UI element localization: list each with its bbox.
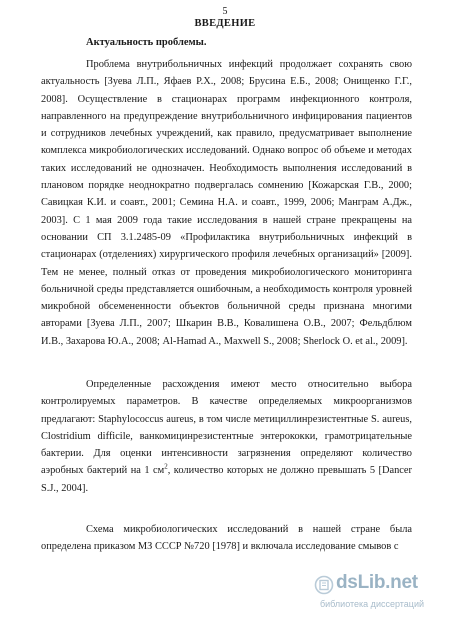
superscript-2: 2: [164, 463, 168, 472]
paragraph-2-text-end: , количество которых не должно превышать 5 [Dancer S.J., 2004].: [41, 465, 412, 494]
dslib-logo-icon: [314, 575, 334, 595]
chapter-heading: ВВЕДЕНИЕ: [194, 18, 256, 29]
page-number: 5: [222, 6, 228, 17]
watermark-logo-text: dsLib.net: [336, 572, 418, 593]
paragraph-2-text-start: Определенные расхождения имеют место относительно выбора контролируемых параметров. В качестве определяемых микроорганизмов предлагают: Staphylococcus aureus, в том числе метициллинрезистентные S. aureus, Clostridium difficile, ванкомицинрезистентные энтерококки, грамотрицательные бактерии. Для оценки интенсивности загрязнения определяют количество аэробных бактерий на 1 см: [41, 379, 412, 477]
watermark-caption: библиотека диссертаций: [320, 599, 425, 609]
paragraph-3: Схема микробиологических исследований в нашей стране была определена приказом МЗ СССР №720 [1978] и включала исследование смывов с: [41, 524, 412, 553]
watermark: [320, 572, 446, 614]
paragraph-2: [41, 376, 412, 497]
paragraph-1: Проблема внутрибольничных инфекций продолжает сохранять свою актуальность [Зуева Л.П., Яфаев Р.Х., 2008; Брусина Е.Б., 2008; Онищенко Г.Г., 2008]. Осуществление в стационарах программ инфекционного контроля, направленного на предупреждение внутрибольничного инфицирования пациентов и сотрудников лечебных учреждений, как правило, предусматривает выполнение комплекса микробиологических исследований. Однако вопрос об объеме и методах таких исследований не однозначен. Необходимость выполнения исследований в плановом порядке неоднократно подвергалась сомнению [Кожарская Г.В., 2000; Савицкая К.И. и соавт., 2001; Семина Н.А. и соавт., 1999, 2006; Манграм А.Дж., 2003]. С 1 мая 2009 года такие исследования в нашей стране прекращены на основании СП 3.1.2485-09 «Профилактика внутрибольничных инфекций в стационарах (отделениях) хирургического профиля лечебных организаций» [2009]. Тем не менее, полный отказ от проведения микробиологического мониторинга больничной среды представляется ошибочным, а необходимость контроля уровней микробной обсемененности объектов больничной среды признана многими авторами [Зуева Л.П., 2007; Шкарин В.В., Ковалишена О.В., 2007; Фельдблюм И.В., Захарова Ю.А., 2008; Al-Hamad A., Maxwell S., 2008; Sherlock O. et al., 2009].: [41, 59, 412, 347]
section-subheading: Актуальность проблемы.: [86, 37, 207, 48]
